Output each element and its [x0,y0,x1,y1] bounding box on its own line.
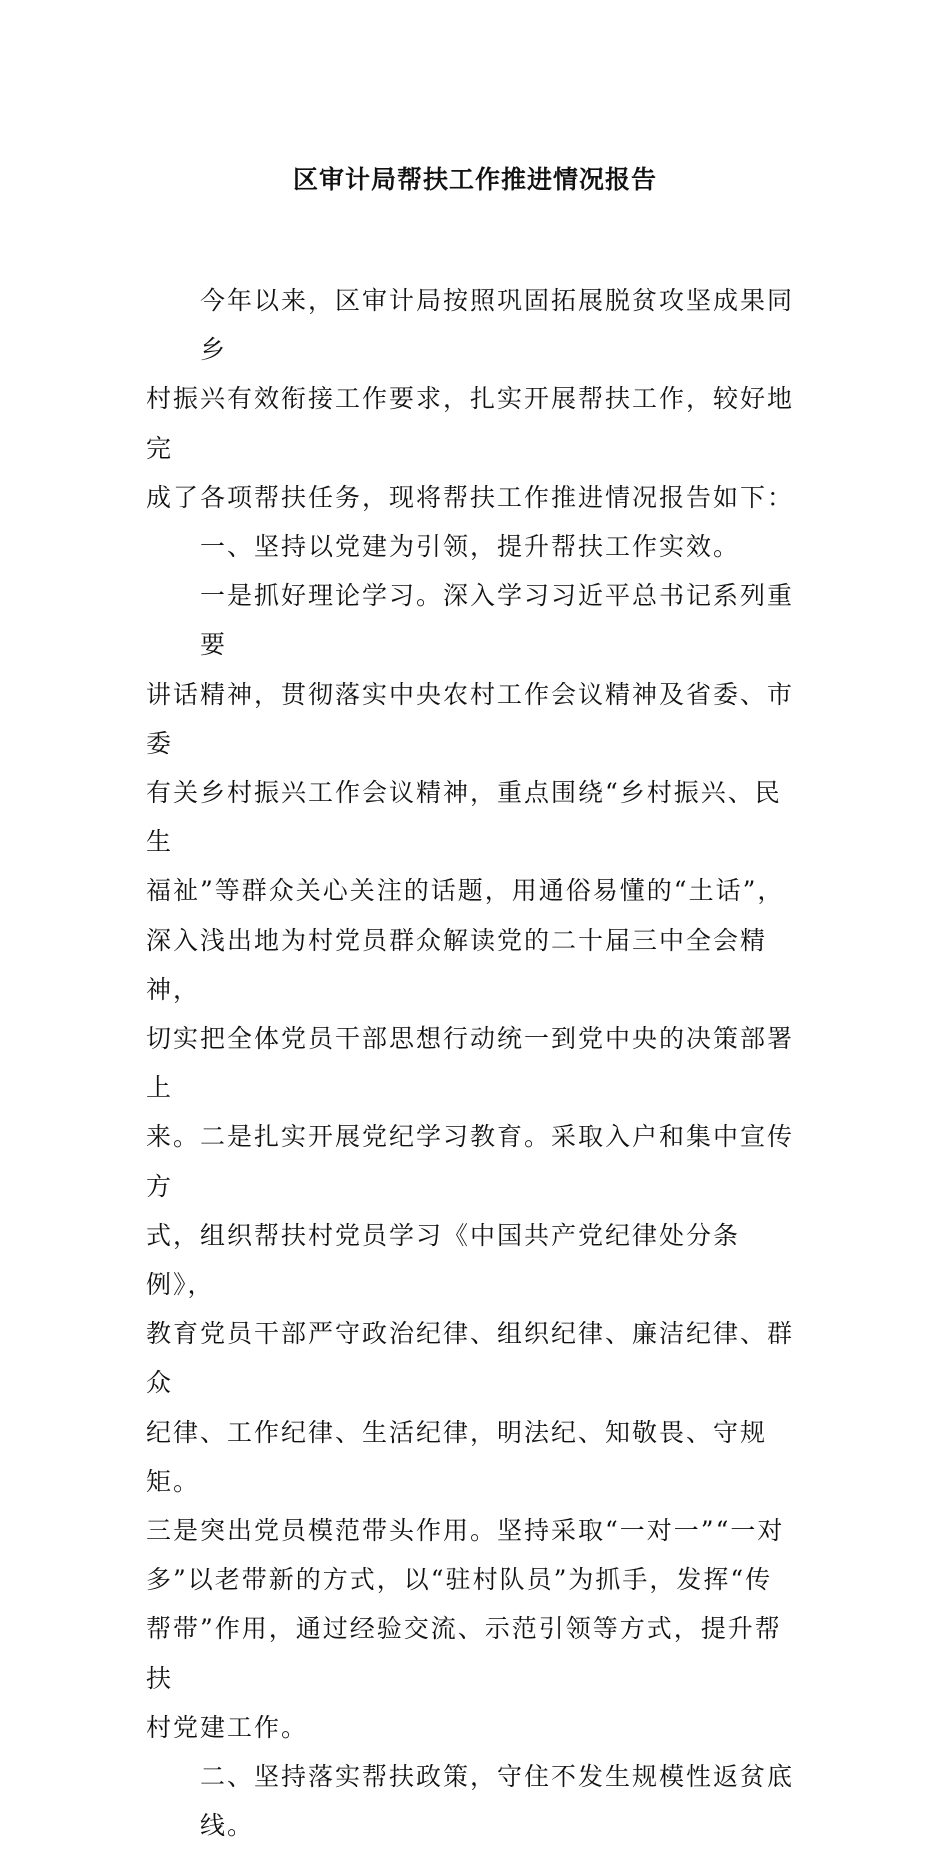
paragraph-section1-line-3: 有关乡村振兴工作会议精神，重点围绕“乡村振兴、民生 [146,778,782,857]
document-title: 区审计局帮扶工作推进情况报告 [292,165,657,194]
paragraph-section1-line-2: 讲话精神，贯彻落实中央农村工作会议精神及省委、市委 [146,679,795,758]
section-heading-1: 一、坚持以党建为引领，提升帮扶工作实效。 [200,532,741,562]
section-heading-2: 二、坚持落实帮扶政策，守住不发生规模性返贫底线。 [200,1762,795,1841]
paragraph-section1-line-7: 来。二是扎实开展党纪学习教育。采取入户和集中宣传方 [146,1122,795,1201]
paragraph-section1-line-12: 多”以老带新的方式，以“驻村队员”为抓手，发挥“传 [146,1565,773,1595]
paragraph-section1-line-5: 深入浅出地为村党员群众解读党的二十届三中全会精神， [146,925,768,1004]
paragraph-section1-line-6: 切实把全体党员干部思想行动统一到党中央的决策部署上 [146,1024,795,1103]
paragraph-section1-line-8: 式，组织帮扶村党员学习《中国共产党纪律处分条例》， [146,1220,741,1300]
paragraph-section1-line-13: 帮带”作用，通过经验交流、示范引领等方式，提升帮扶 [146,1614,782,1693]
paragraph-section1-line-11: 三是突出党员模范带头作用。坚持采取“一对一”“一对 [146,1516,785,1546]
paragraph-section1-line-9: 教育党员干部严守政治纪律、组织纪律、廉洁纪律、群众 [146,1319,795,1398]
document-body [146,276,808,1851]
paragraph-intro-line-3: 成了各项帮扶任务，现将帮扶工作推进情况报告如下： [146,482,795,512]
paragraph-section1-line-10: 纪律、工作纪律、生活纪律，明法纪、知敬畏、守规矩。 [146,1417,768,1496]
paragraph-section1-line-14: 村党建工作。 [146,1712,309,1742]
paragraph-section1-line-4: 福祉”等群众关心关注的话题，用通俗易懂的“土话”， [146,876,785,906]
paragraph-section1-line-1: 一是抓好理论学习。深入学习习近平总书记系列重要 [200,581,795,660]
paragraph-intro-line-2: 村振兴有效衔接工作要求，扎实开展帮扶工作，较好地完 [146,384,795,463]
paragraph-intro-line-1: 今年以来，区审计局按照巩固拓展脱贫攻坚成果同乡 [200,286,795,365]
